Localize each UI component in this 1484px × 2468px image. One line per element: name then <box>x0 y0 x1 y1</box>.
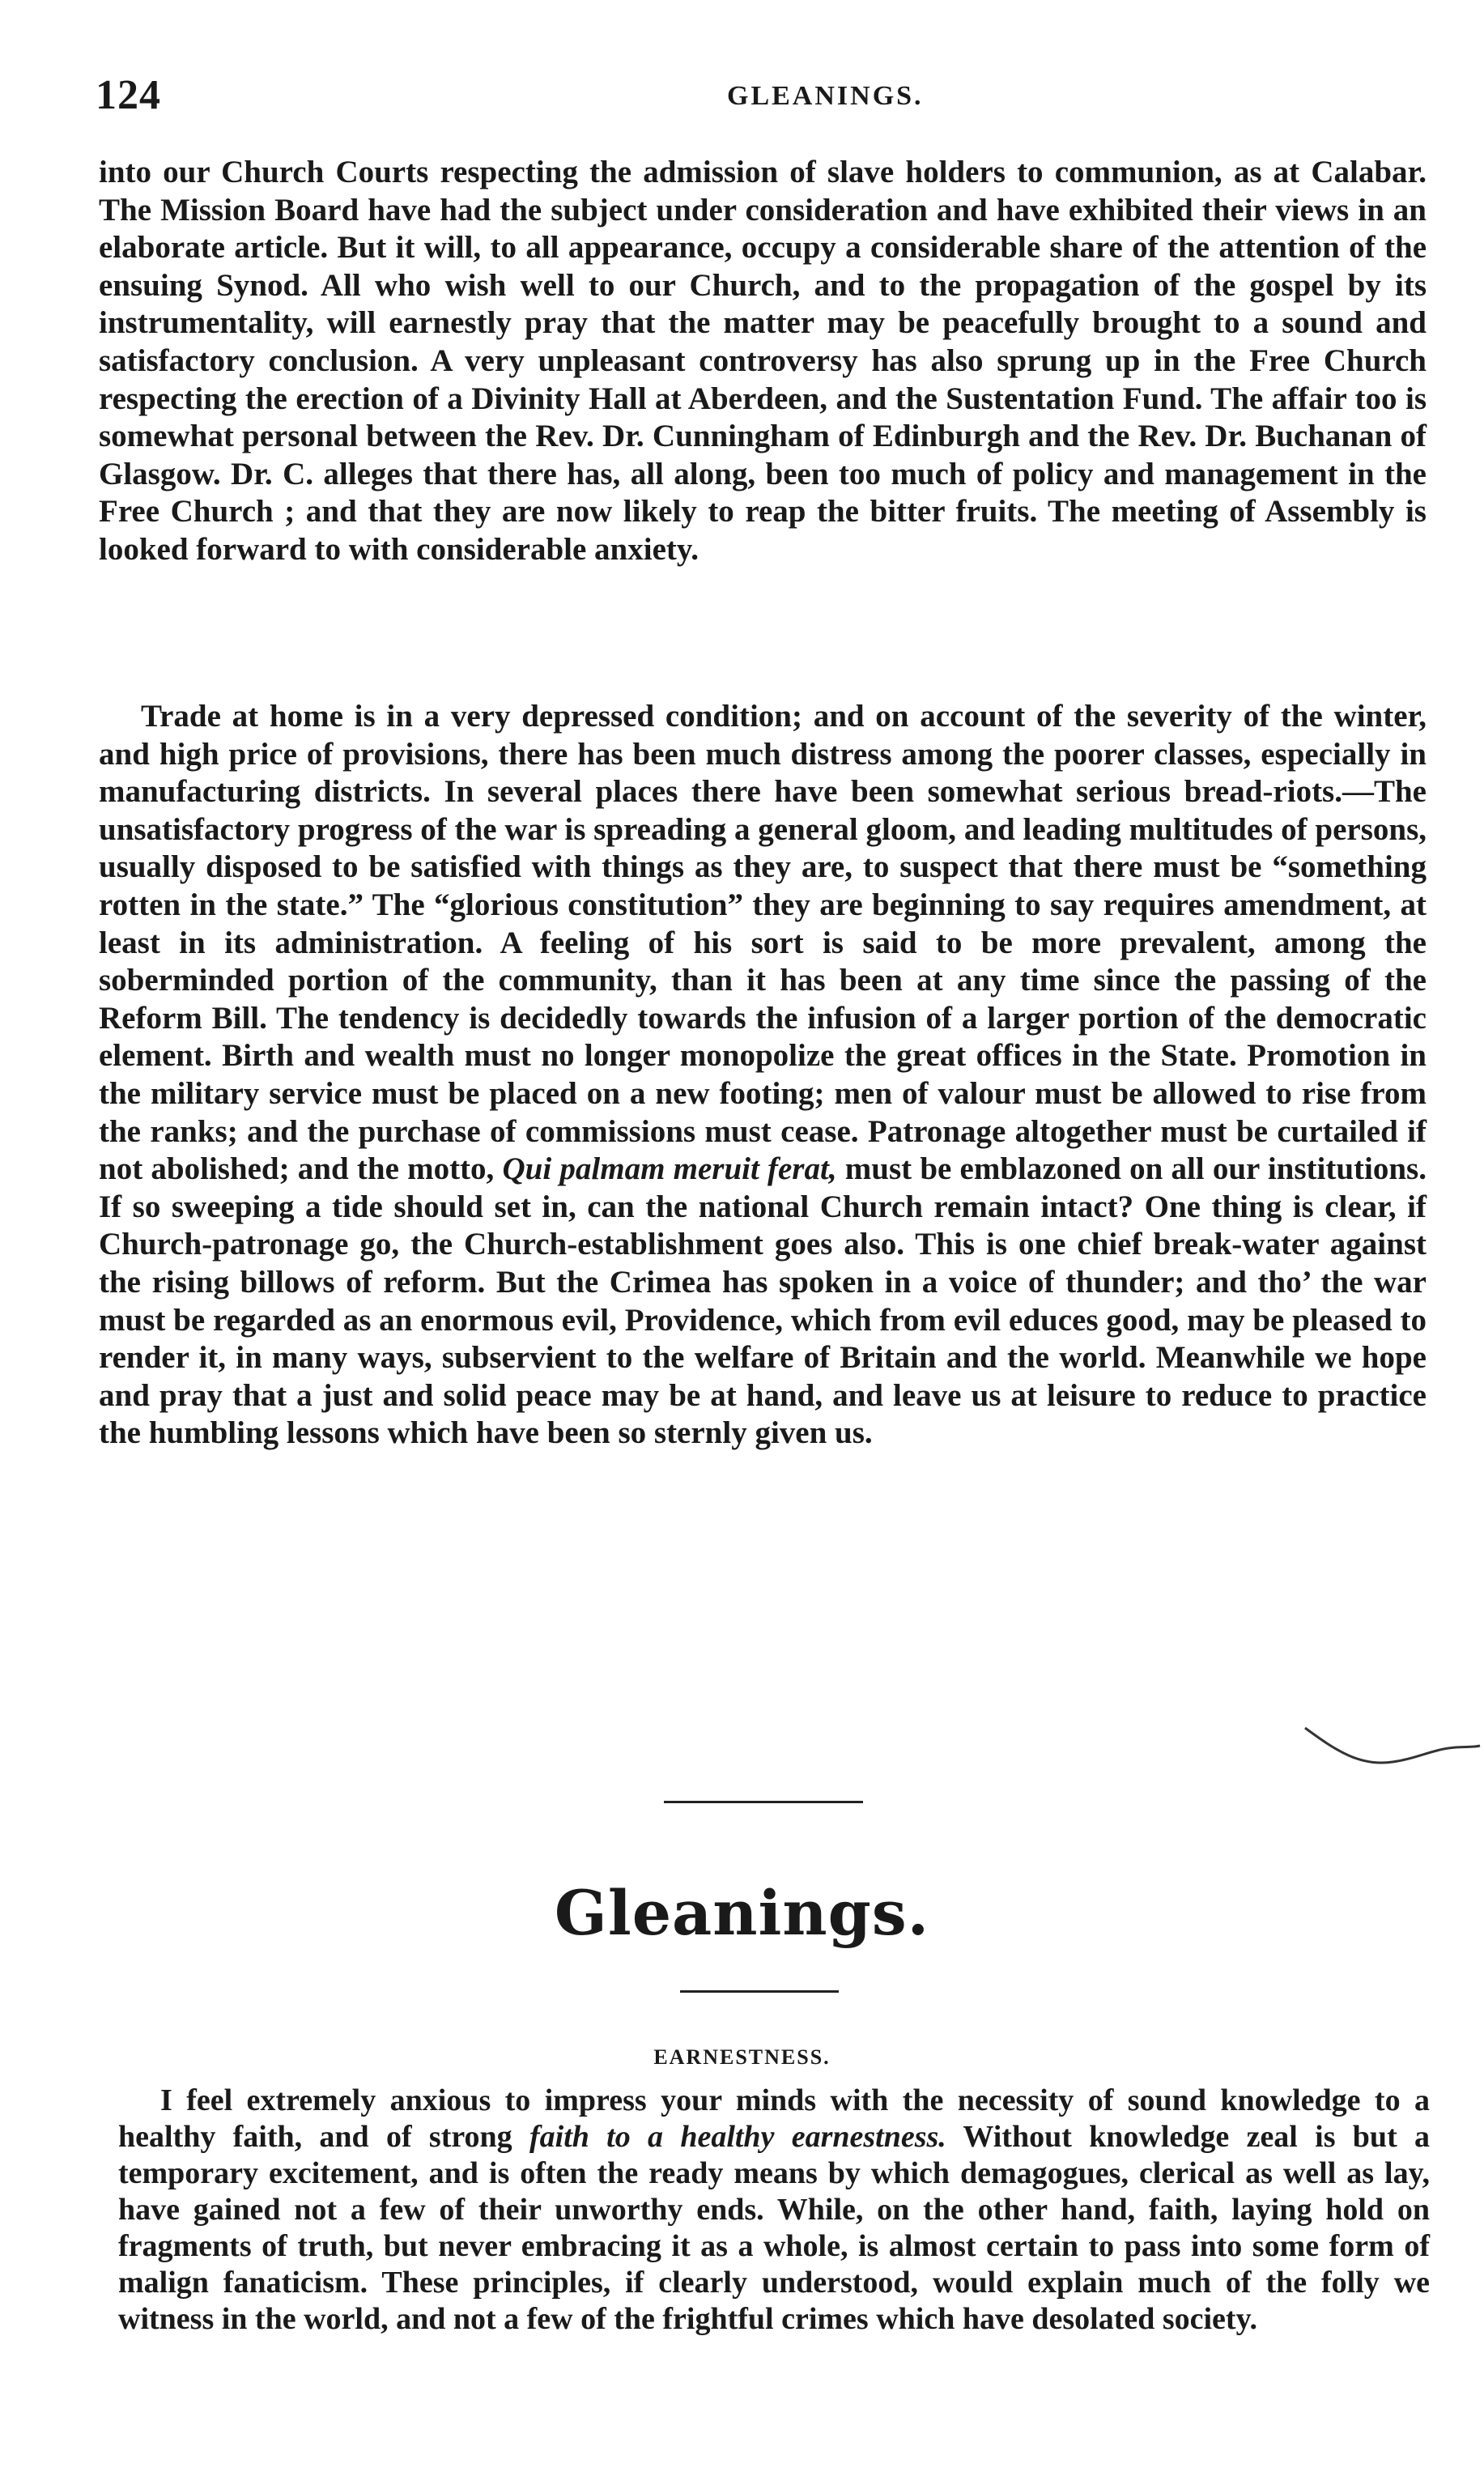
emphasis-text: faith to a healthy earnestness. <box>529 2120 946 2154</box>
running-head: GLEANINGS. <box>727 81 924 111</box>
section-title: Gleanings. <box>554 1877 930 1949</box>
paragraph-text: Trade at home is in a very depressed condition; and on account of the severity of the winter, and high price of provisions, there has been much distress among the poorer classes, especially in manufacturing districts. In several places there have been somewhat serious bread-riots.—The unsatisfactory progress of the war is spreading a general gloom, and leading multitudes of persons, usually disposed to be satisfied with things as they are, to suspect that there must be “something rotten in the state.” The “glorious constitution” they are beginning to say requires amendment, at least in its administration. A feeling of his sort is said to be more prevalent, among the soberminded portion of the community, than it has been at any time since the passing of the Reform Bill. The tendency is decidedly towards the infusion of a larger portion of the democratic element. Birth and wealth must no longer monopolize the great offices in the State. Promotion in the military service must be placed on a new footing; men of valour must be allowed to rise from the ranks; and the purchase of commissions must cease. Patronage altogether must be curtailed if not abolished; and the motto, <box>99 699 1427 1187</box>
pen-flourish-mark <box>1303 1715 1482 1788</box>
paragraph <box>118 2083 1430 2338</box>
article-subheading: EARNESTNESS. <box>653 2045 831 2069</box>
article-church-courts <box>99 154 1427 569</box>
page-header <box>96 71 1423 128</box>
page-number: 124 <box>96 72 161 118</box>
title-underline-rule <box>680 1990 839 1993</box>
section-divider-rule <box>664 1801 863 1803</box>
article-earnestness <box>118 2083 1430 2338</box>
latin-motto: Qui palmam meruit ferat, <box>502 1151 837 1187</box>
paragraph-text: Without knowledge zeal is but a temporary excitement, and is often the ready means by which demagogues, clerical as well as lay, have gained not a few of their unworthy ends. While, on the other hand, faith, laying hold on fragments of truth, but never embracing it as a whole, is almost certain to pass into some form of malign fanaticism. These principles, if clearly understood, would explain much of the folly we witness in the world, and not a few of the frightful crimes which have desolated society. <box>118 2120 1431 2336</box>
article-trade-at-home <box>99 698 1427 1453</box>
paragraph-text: I feel extremely anxious to impress your minds with the necessity of sound knowledge to a healthy faith, and of strong <box>118 2083 1430 2154</box>
paragraph <box>99 698 1427 1453</box>
paragraph-text: must be emblazoned on all our institutions. If so sweeping a tide should set in, can the national Church remain intact? One thing is clear, if Church-patronage go, the Church-establishment goes also. This is one chief break-water against the rising billows of reform. But the Crimea has spoken in a voice of thunder; and tho’ the war must be regarded as an enormous evil, Providence, which from evil educes good, may be pleased to render it, in many ways, subservient to the welfare of Britain and the world. Meanwhile we hope and pray that a just and solid peace may be at hand, and leave us at leisure to reduce to practice the humbling lessons which have been so sternly given us. <box>99 1151 1427 1451</box>
paragraph: into our Church Courts respecting the admission of slave holders to communion, as at Calabar. The Mission Board have had the subject under consideration and have exhibited their views in an elaborate article. But it will, to all appearance, occupy a considerable share of the attention of the ensuing Synod. All who wish well to our Church, and to the propagation of the gospel by its instrumentality, will earnestly pray that the matter may be peacefully brought to a sound and satisfactory conclusion. A very unpleasant controversy has also sprung up in the Free Church respecting the erection of a Divinity Hall at Aberdeen, and the Sustentation Fund. The affair too is somewhat personal between the Rev. Dr. Cunningham of Edinburgh and the Rev. Dr. Buchanan of Glasgow. Dr. C. alleges that there has, all along, been too much of policy and management in the Free Church ; and that they are now likely to reap the bitter fruits. The meeting of Assembly is looked forward to with considerable anxiety. <box>99 155 1427 567</box>
